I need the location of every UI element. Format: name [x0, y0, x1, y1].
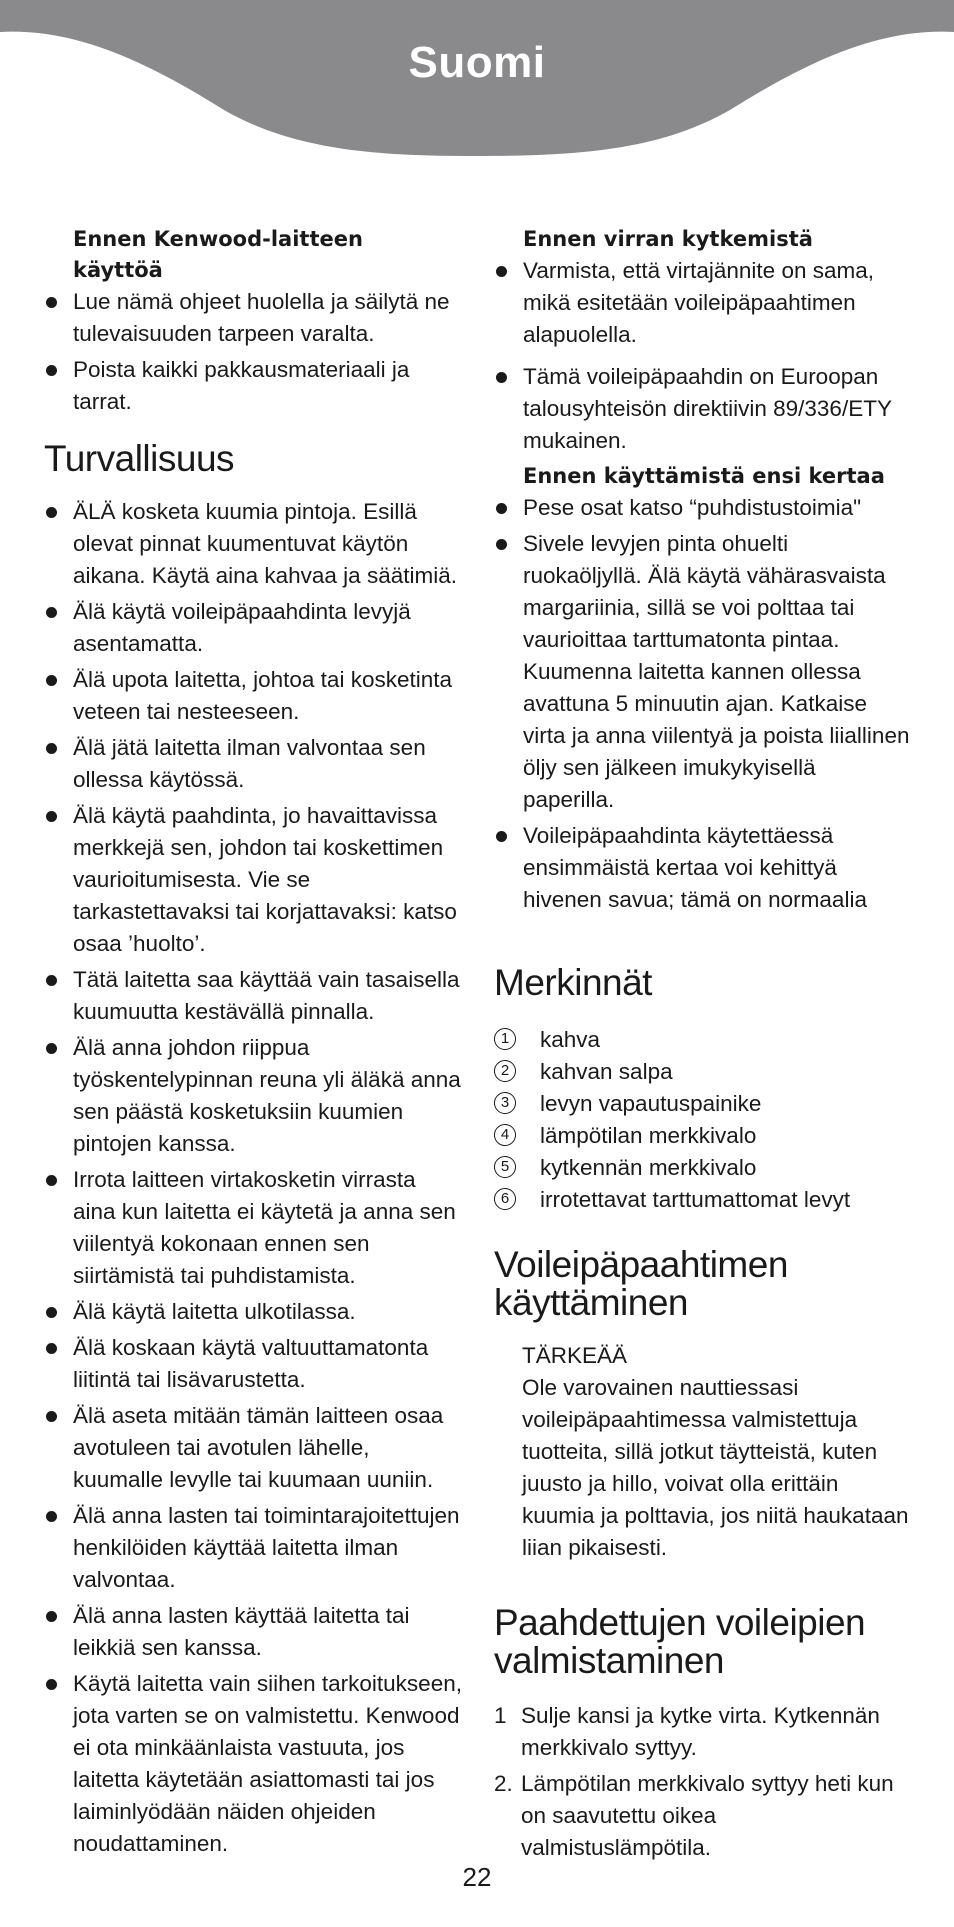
safety-heading: Turvallisuus [44, 438, 235, 479]
list-item: Irrota laitteen virtakosketin virrasta aina kun laitetta ei käytetä ja anna sen viilentyä kokonaan ennen sen siirtämistä tai puhdistamista. [44, 1164, 464, 1292]
list-item: Älä käytä paahdinta, jo havaittavissa merkkejä sen, johdon tai koskettimen vaurioitumisesta. Vie se tarkastettavaksi tai korjattavaksi: katso osaa ’huolto’. [44, 800, 464, 960]
part-number: 5 [494, 1156, 516, 1178]
list-item: Tätä laitetta saa käyttää vain tasaisella kuumuutta kestävällä pinnalla. [44, 964, 464, 1028]
before-use-heading: Ennen Kenwood-laitteen käyttöä [73, 227, 363, 282]
list-item: Sivele levyjen pinta ohuelti ruokaöljyllä. Älä käytä vähärasvaista margariinia, sillä se voi polttaa tai vaurioittaa tarttumatonta pintaa. Kuumenna laitetta kannen ollessa avattuna 5 minuutin ajan. Katkaise virta ja anna viilentyä ja poista liiallinen öljy sen jälkeen imukykyisellä paperilla. [494, 528, 912, 816]
list-item: Poista kaikki pakkausmateriaali ja tarrat. [44, 354, 464, 418]
first-use-list [494, 492, 912, 916]
list-item: Lue nämä ohjeet huolella ja säilytä ne tulevaisuuden tarpeen varalta. [44, 286, 464, 350]
list-item: Pese osat katso “puhdistustoimia" [494, 492, 912, 524]
part-item [494, 1088, 912, 1120]
list-item: Voileipäpaahdinta käytettäessä ensimmäistä kertaa voi kehittyä hivenen savua; tämä on normaalia [494, 820, 912, 916]
list-item: ÄLÄ kosketa kuumia pintoja. Esillä olevat pinnat kuumentuvat käytön aikana. Käytä aina kahvaa ja säätimiä. [44, 496, 464, 592]
part-item [494, 1120, 912, 1152]
list-item: Älä anna lasten tai toimintarajoitettujen henkilöiden käyttää laitetta ilman valvontaa. [44, 1500, 464, 1596]
left-column [44, 224, 464, 1864]
step-text: Lämpötilan merkkivalo syttyy heti kun on saavutettu oikea valmistuslämpötila. [521, 1771, 894, 1860]
step-text: Sulje kansi ja kytke virta. Kytkennän merkkivalo syttyy. [521, 1703, 880, 1760]
list-item: Älä aseta mitään tämän laitteen osaa avotuleen tai avotulen lähelle, kuumalle levylle tai kuumaan uuniin. [44, 1400, 464, 1496]
making-heading [494, 1604, 912, 1680]
list-item: Älä käytä voileipäpaahdinta levyjä asentamatta. [44, 596, 464, 660]
right-column [494, 224, 912, 1868]
page-number: 22 [462, 1862, 492, 1892]
important-note [494, 1340, 912, 1564]
part-item [494, 1024, 912, 1056]
step-number: 2. [494, 1771, 513, 1796]
part-label: lämpötilan merkkivalo [540, 1123, 757, 1148]
before-power-list [494, 255, 912, 457]
part-number: 1 [494, 1028, 516, 1050]
step-item [494, 1768, 912, 1864]
part-label: levyn vapautuspainike [540, 1091, 762, 1116]
note-title: TÄRKEÄÄ [522, 1343, 628, 1368]
part-item [494, 1056, 912, 1088]
making-heading-line2: valmistaminen [494, 1640, 724, 1681]
list-item: Tämä voileipäpaahdin on Euroopan talousyhteisön direktiivin 89/336/ETY mukainen. [494, 361, 912, 457]
step-number: 1 [494, 1703, 507, 1728]
part-label: kytkennän merkkivalo [540, 1155, 757, 1180]
note-text: Ole varovainen nauttiessasi voileipäpaahtimessa valmistettuja tuotteita, sillä jotkut täytteistä, kuten juusto ja hillo, voivat olla erittäin kuumia ja polttavia, jos niitä haukataan liian pikaisesti. [522, 1375, 909, 1560]
list-item: Älä upota laitetta, johtoa tai kosketinta veteen tai nesteeseen. [44, 664, 464, 728]
header-banner [0, 0, 954, 160]
parts-list [494, 1024, 912, 1216]
list-item: Käytä laitetta vain siihen tarkoitukseen, jota varten se on valmistettu. Kenwood ei ota minkäänlaista vastuuta, jos laitetta käytetään asiattomasti tai jos laiminlyödään näiden ohjeiden noudattaminen. [44, 1668, 464, 1860]
part-label: irrotettavat tarttumattomat levyt [540, 1187, 851, 1212]
part-number: 4 [494, 1124, 516, 1146]
parts-heading: Merkinnät [494, 962, 652, 1003]
list-item: Älä anna lasten käyttää laitetta tai leikkiä sen kanssa. [44, 1600, 464, 1664]
making-heading-line1: Paahdettujen voileipien [494, 1602, 866, 1643]
list-item: Älä anna johdon riippua työskentelypinnan reuna yli äläkä anna sen päästä kosketuksiin kuumien pintojen kanssa. [44, 1032, 464, 1160]
using-heading-line1: Voileipäpaahtimen [494, 1244, 788, 1285]
steps-list [494, 1700, 912, 1864]
before-use-list [44, 286, 464, 418]
part-number: 3 [494, 1092, 516, 1114]
step-item [494, 1700, 912, 1764]
list-item: Älä koskaan käytä valtuuttamatonta liitintä tai lisävarustetta. [44, 1332, 464, 1396]
part-number: 6 [494, 1188, 516, 1210]
part-number: 2 [494, 1060, 516, 1082]
part-label: kahvan salpa [540, 1059, 673, 1084]
using-heading-line2: käyttäminen [494, 1282, 688, 1323]
safety-list [44, 496, 464, 1860]
using-heading [494, 1246, 912, 1322]
before-power-heading: Ennen virran kytkemistä [523, 227, 813, 251]
part-item [494, 1152, 912, 1184]
list-item: Varmista, että virtajännite on sama, mikä esitetään voileipäpaahtimen alapuolella. [494, 255, 912, 351]
part-label: kahva [540, 1027, 601, 1052]
first-use-heading: Ennen käyttämistä ensi kertaa [523, 464, 885, 488]
list-item: Älä käytä laitetta ulkotilassa. [44, 1296, 464, 1328]
part-item [494, 1184, 912, 1216]
language-title: Suomi [408, 38, 546, 87]
list-item: Älä jätä laitetta ilman valvontaa sen ollessa käytössä. [44, 732, 464, 796]
